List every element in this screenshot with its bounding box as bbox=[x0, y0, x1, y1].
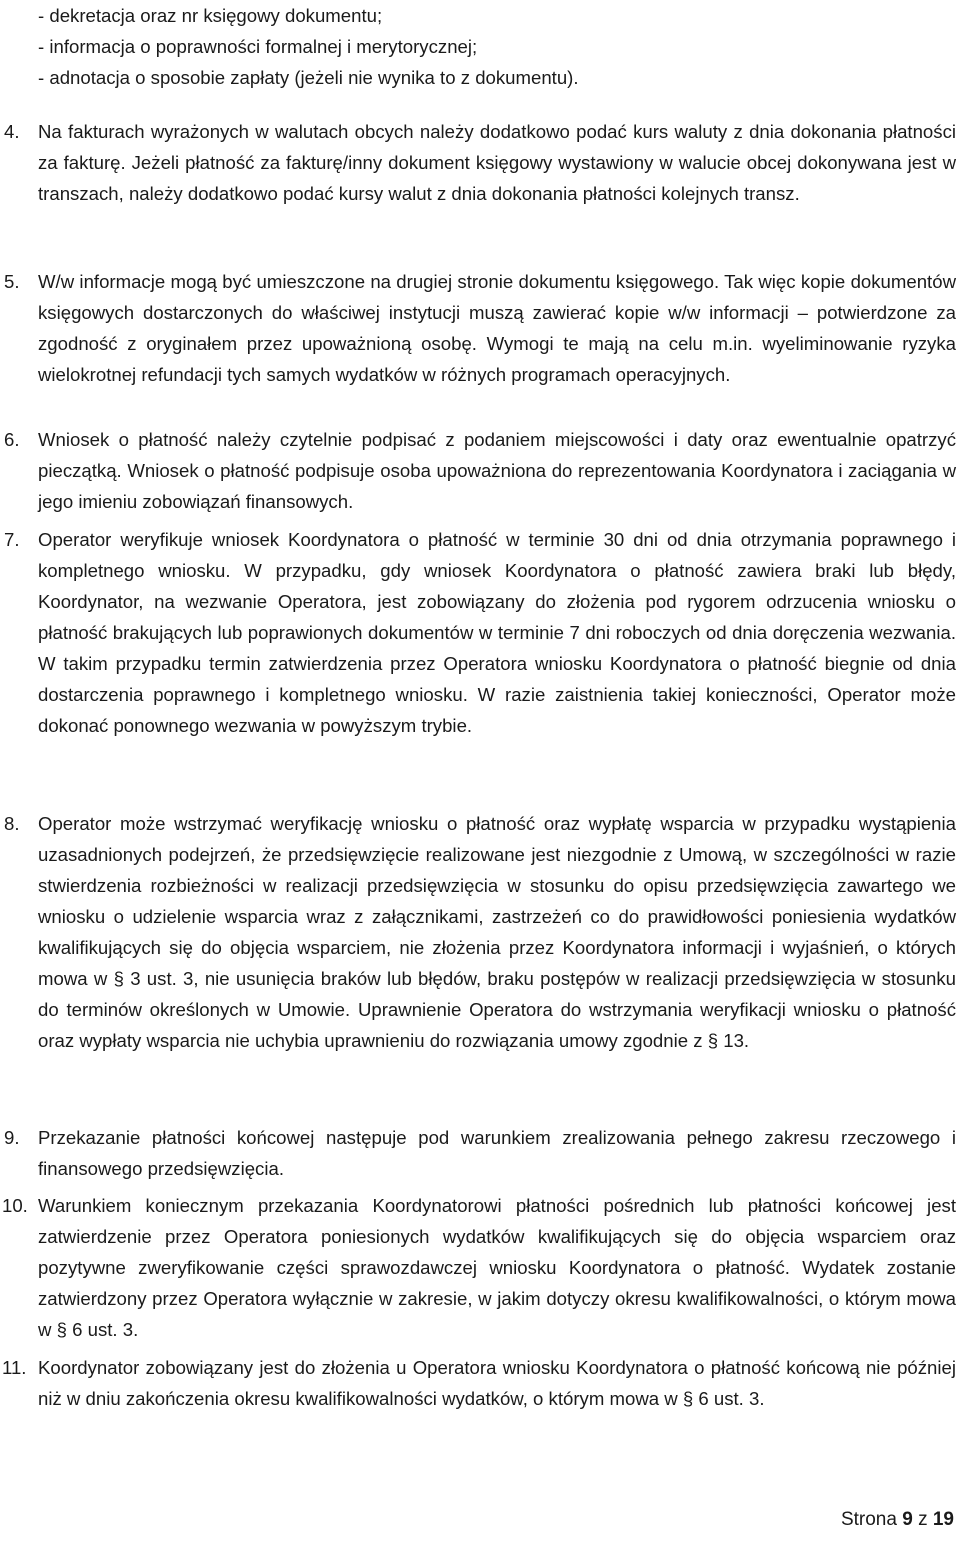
list-item-text: Koordynator zobowiązany jest do złożenia u Operatora wniosku Koordynatora o płatność końcową nie później niż w dniu zakończenia okresu kwalifikowalności wydatków, o którym mowa w § 6 ust. 3. bbox=[38, 1357, 956, 1409]
list-item-number: 8. bbox=[4, 813, 20, 834]
intro-item: - dekretacja oraz nr księgowy dokumentu; bbox=[38, 5, 383, 26]
list-item-text: Operator może wstrzymać weryfikację wniosku o płatność oraz wypłatę wsparcia w przypadku wystąpienia uzasadnionych podejrzeń, że przedsięwzięcie realizowane jest niezgodnie z Umową, w szczególności w razie stwierdzenia rozbieżności w realizacji przedsięwzięcia w stosunku do opisu przedsięwzięcia zawartego we wniosku o udzielenie wsparcia wraz z załącznikami, zastrzeżeń co do prawidłowości poniesienia wydatków kwalifikujących się do objęcia wsparciem, nie złożenia przez Koordynatora informacji i wyjaśnień, o których mowa w § 3 ust. 3, nie usunięcia braków lub błędów, braku postępów w realizacji przedsięwzięcia w stosunku do terminów określonych w Umowie. Uprawnienie Operatora do wstrzymania weryfikacji wniosku o płatność oraz wypłaty wsparcia nie uchybia uprawnieniu do rozwiązania umowy zgodnie z § 13. bbox=[38, 813, 956, 1051]
list-item-text: Wniosek o płatność należy czytelnie podpisać z podaniem miejscowości i daty oraz ewentualnie opatrzyć pieczątką. Wniosek o płatność podpisuje osoba upoważniona do reprezentowania Koordynatora i zaciągania w jego imieniu zobowiązań finansowych. bbox=[38, 429, 956, 512]
total-pages-number: 19 bbox=[932, 1509, 954, 1530]
list-item bbox=[4, 524, 956, 741]
list-item-number: 4. bbox=[4, 121, 20, 142]
list-item bbox=[2, 1190, 956, 1345]
list-item-text: W/w informacje mogą być umieszczone na drugiej stronie dokumentu księgowego. Tak więc kopie dokumentów księgowych dostarczonych do właściwej instytucji muszą zawierać kopie w/w informacji – potwierdzone za zgodność z oryginałem przez upoważnioną osobę. Wymogi te mają na celu m.in. wyeliminowanie ryzyka wielokrotnej refundacji tych samych wydatków w różnych programach operacyjnych. bbox=[38, 271, 956, 385]
list-item bbox=[4, 266, 956, 390]
list-item-number: 11. bbox=[2, 1357, 27, 1378]
intro-list bbox=[38, 0, 579, 93]
page-separator: z bbox=[918, 1509, 928, 1530]
page-label: Strona bbox=[840, 1509, 897, 1530]
list-item-number: 9. bbox=[4, 1127, 20, 1148]
list-item bbox=[4, 1122, 956, 1184]
list-item-text: Na fakturach wyrażonych w walutach obcych należy dodatkowo podać kurs waluty z dnia dokonania płatności za fakturę. Jeżeli płatność za fakturę/inny dokument księgowy wystawiony w walucie obcej dokonywana jest w transzach, należy dodatkowo podać kursy walut z dnia dokonania płatności kolejnych transz. bbox=[38, 121, 956, 204]
list-item-number: 7. bbox=[4, 529, 20, 550]
list-item bbox=[4, 808, 956, 1056]
list-item bbox=[4, 424, 956, 517]
list-item-number: 10. bbox=[2, 1195, 28, 1216]
list-item-text: Przekazanie płatności końcowej następuje pod warunkiem zrealizowania pełnego zakresu rzeczowego i finansowego przedsięwzięcia. bbox=[38, 1127, 956, 1179]
current-page-number: 9 bbox=[902, 1509, 913, 1530]
list-item-text: Operator weryfikuje wniosek Koordynatora o płatność w terminie 30 dni od dnia otrzymania poprawnego i kompletnego wniosku. W przypadku, gdy wniosek Koordynatora o płatność zawiera braki lub błędy, Koordynator, na wezwanie Operatora, jest zobowiązany do złożenia pod rygorem odrzucenia wniosku o płatność brakujących lub poprawionych dokumentów w terminie 7 dni roboczych od dnia doręczenia wezwania. W takim przypadku termin zatwierdzenia przez Operatora wniosku Koordynatora o płatność biegnie od dnia dostarczenia poprawnego i kompletnego wniosku. W razie zaistnienia takiej konieczności, Operator może dokonać ponownego wezwania w powyższym trybie. bbox=[38, 529, 956, 736]
intro-item: - informacja o poprawności formalnej i merytorycznej; bbox=[38, 36, 478, 57]
page-number-footer bbox=[841, 1506, 954, 1534]
list-item bbox=[4, 116, 956, 209]
intro-item: - adnotacja o sposobie zapłaty (jeżeli nie wynika to z dokumentu). bbox=[38, 67, 579, 88]
list-item-text: Warunkiem koniecznym przekazania Koordynatorowi płatności pośrednich lub płatności końcowej jest zatwierdzenie przez Operatora poniesionych wydatków kwalifikujących się do objęcia wsparciem oraz pozytywne zweryfikowanie części sprawozdawczej wniosku Koordynatora o płatność. Wydatek zostanie zatwierdzony przez Operatora wyłącznie w zakresie, w jakim dotyczy okresu kwalifikowalności, o którym mowa w § 6 ust. 3. bbox=[38, 1195, 956, 1340]
list-item-number: 5. bbox=[4, 271, 20, 292]
list-item-number: 6. bbox=[4, 429, 20, 450]
list-item bbox=[2, 1352, 956, 1414]
